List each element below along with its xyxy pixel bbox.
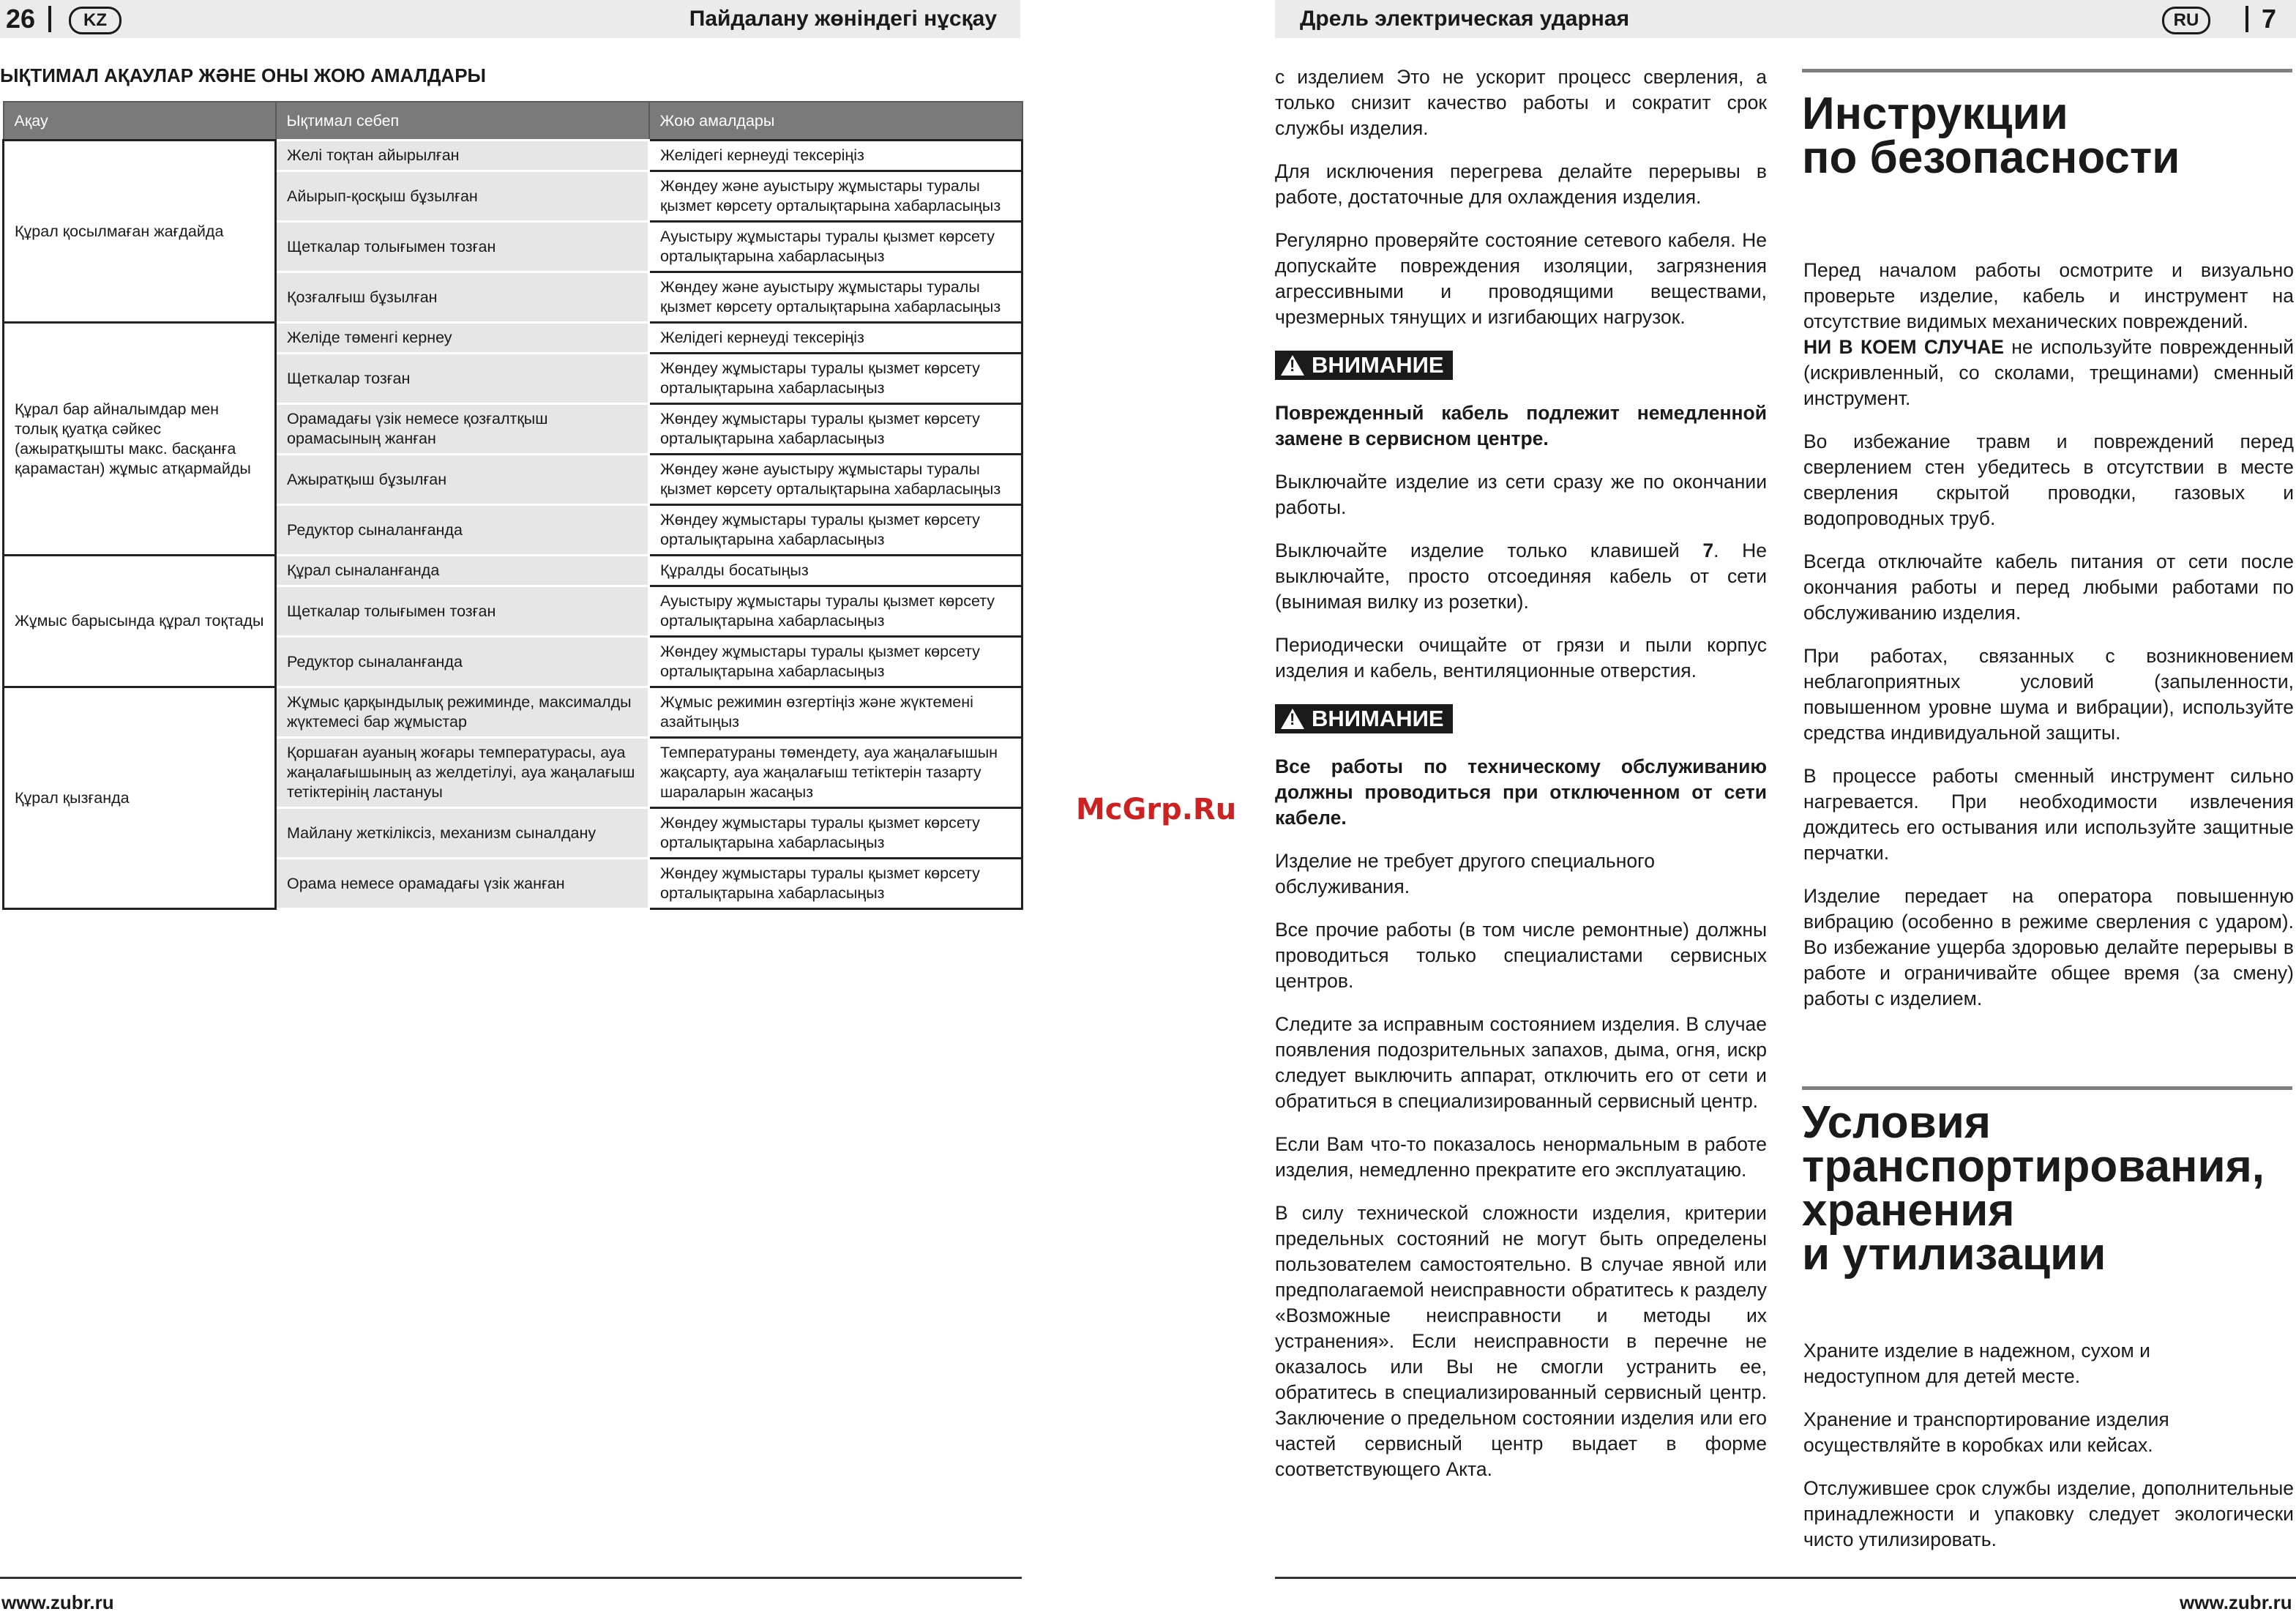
table-row (4, 323, 1022, 354)
warning-triangle-icon (1281, 355, 1304, 376)
left-lang-badge: KZ (69, 7, 121, 34)
right-lang-badge: RU (2162, 7, 2210, 34)
paragraph: Отслужившее срок службы изделие, дополнительные принадлежности и упаковку следует экологически чисто утилизировать. (1803, 1477, 2294, 1550)
cause-cell: Щеткалар толығымен тозған (276, 586, 649, 637)
cause-cell: Желіде төменгі кернеу (276, 323, 649, 354)
cause-cell: Редуктор сыналанғанда (276, 637, 649, 687)
fault-cell: Құрал қызғанда (4, 687, 276, 909)
title-line: хранения (1802, 1185, 2015, 1236)
action-cell: Жөндеу жұмыстары туралы қызмет көрсету орталықтарына хабарласыңыз (649, 354, 1022, 404)
title-line: транспортирования, (1802, 1141, 2265, 1192)
header-fault: Ақау (4, 102, 276, 141)
cause-cell: Айырып-қосқыш бұзылған (276, 171, 649, 222)
cause-cell: Орама немесе орамадағы үзік жанған (276, 859, 649, 909)
fault-cell: Құрал қосылмаған жағдайда (4, 141, 276, 323)
action-cell: Жөндеу жұмыстары туралы қызмет көрсету орталықтарына хабарласыңыз (649, 505, 1022, 556)
paragraph: В силу технической сложности изделия, критерии предельных состояний не могут быть определены пользователем самостоятельно. В случае явной или предполагаемой неисправности обратитесь к разделу «Возможные неисправности и методы их устранения». Если неисправности в перечне не оказалось или Вы не смогли устранить ее, обратитесь в специализированный сервисный центр. Заключение о предельном состоянии изделия или его частей сервисный центр выдает в форме соответствующего Акта. (1275, 1202, 1767, 1480)
action-cell: Жұмыс режимин өзгертіңіз және жүктемені азайтыңыз (649, 687, 1022, 738)
action-cell: Жөндеу жұмыстары туралы қызмет көрсету орталықтарына хабарласыңыз (649, 404, 1022, 455)
warning-label (1275, 704, 1453, 733)
right-page-number: 7 (2262, 4, 2277, 34)
text-span: . Не выключайте, просто отсоединяя кабель от сети (вынимая вилку из розетки). (1275, 539, 1768, 613)
action-cell: Жөндеу және ауыстыру жұмыстары туралы қызмет көрсету орталықтарына хабарласыңыз (649, 455, 1022, 505)
paragraph: Хранение и транспортирование изделия осуществляйте в коробках или кейсах. (1803, 1408, 2169, 1456)
title-line: Условия (1802, 1097, 1991, 1148)
paragraph: Выключайте изделие из сети сразу же по окончании работы. (1275, 471, 1767, 518)
paragraph: В процессе работы сменный инструмент сильно нагревается. При необходимости извлечения дождитесь его остывания или используйте защитные перчатки. (1803, 765, 2294, 864)
section-title-transport (1802, 1097, 2292, 1280)
action-cell: Жөндеу жұмыстары туралы қызмет көрсету орталықтарына хабарласыңыз (649, 859, 1022, 909)
paragraph: Для исключения перегрева делайте перерывы в работе, достаточные для охлаждения изделия. (1275, 160, 1767, 208)
action-cell: Желідегі кернеуді тексеріңіз (649, 141, 1022, 171)
cause-cell: Желі тоқтан айырылған (276, 141, 649, 171)
right-column-2-bottom (1803, 1338, 2294, 1570)
text-span: не используйте поврежденный (искривленный, со сколами, трещинами) сменный инструмент. (1803, 336, 2294, 409)
right-column-1 (1275, 64, 1767, 1500)
paragraph: Периодически очищайте от грязи и пыли корпус изделия и кабель, вентиляционные отверстия. (1275, 634, 1767, 681)
warning-label (1275, 351, 1453, 380)
paragraph: При работах, связанных с возникновением неблагоприятных условий (запыленности, повышенном уровне шума и вибрации), используйте средства индивидуальной защиты. (1803, 645, 2294, 744)
paragraph: Всегда отключайте кабель питания от сети после окончания работы и перед любыми работами по обслуживанию изделия. (1803, 550, 2294, 624)
left-header-title: Пайдалану жөніндегі нұсқау (689, 7, 997, 31)
title-line: и утилизации (1802, 1229, 2106, 1280)
left-header-separator (48, 6, 51, 32)
warning-text: ВНИМАНИЕ (1312, 706, 1444, 731)
fault-cell: Жұмыс барысында құрал тоқтады (4, 556, 276, 687)
troubleshooting-title: ЫҚТИМАЛ АҚАУЛАР ЖӘНЕ ОНЫ ЖОЮ АМАЛДАРЫ (0, 64, 486, 86)
left-page-number: 26 (6, 4, 36, 34)
cause-cell: Қоршаған ауаның жоғары температурасы, ауа жаңалағышының аз желдетілуі, ауа жаңалағыш тетіктерінің ластануы (276, 738, 649, 808)
cause-cell: Ажыратқыш бұзылған (276, 455, 649, 505)
cause-cell: Орамадағы үзік немесе қозғалтқыш орамасының жанған (276, 404, 649, 455)
cause-cell: Щеткалар тозған (276, 354, 649, 404)
right-footer-url: www.zubr.ru (2180, 1591, 2292, 1613)
table-row (4, 556, 1022, 586)
action-cell: Жөндеу жұмыстары туралы қызмет көрсету орталықтарына хабарласыңыз (649, 808, 1022, 859)
section-title-safety (1802, 89, 2292, 183)
paragraph: Изделие передает на оператора повышенную вибрацию (особенно в режиме сверления с ударом). Во избежание ущерба здоровью делайте перерывы в работе и ограничивайте общее время (за смену) работы с изделием. (1803, 885, 2294, 1009)
cause-cell: Майлану жеткіліксіз, механизм сыналдану (276, 808, 649, 859)
action-cell: Температураны төмендету, ауа жаңалағышын жақсарту, ауа жаңалағыш тетіктерін тазарту шараларын жасаңыз (649, 738, 1022, 808)
section-rule (1802, 69, 2292, 72)
warning-text: ВНИМАНИЕ (1312, 352, 1444, 378)
paragraph: Во избежание травм и повреждений перед сверлением стен убедитесь в отсутствии в месте сверления скрытой проводки, газовых и водопроводных труб. (1803, 430, 2294, 529)
paragraph: Если Вам что-то показалось ненормальным в работе изделия, немедленно прекратите его эксплуатацию. (1275, 1133, 1767, 1181)
cause-cell: Құрал сыналанғанда (276, 556, 649, 586)
action-cell: Ауыстыру жұмыстары туралы қызмет көрсету орталықтарына хабарласыңыз (649, 586, 1022, 637)
warning-triangle-icon (1281, 709, 1304, 729)
paragraph: Перед началом работы осмотрите и визуально проверьте изделие, кабель и инструмент на отсутствие видимых механических повреждений. (1803, 259, 2294, 332)
action-cell: Жөндеу жұмыстары туралы қызмет көрсету орталықтарына хабарласыңыз (649, 637, 1022, 687)
action-cell: Желідегі кернеуді тексеріңіз (649, 323, 1022, 354)
right-footer-rule (1275, 1577, 2296, 1579)
cause-cell: Жұмыс қарқындылық режиминде, максималды жүктемесі бар жұмыстар (276, 687, 649, 738)
paragraph: Изделие не требует другого специального обслуживания. (1275, 850, 1655, 897)
right-header-title: Дрель электрическая ударная (1300, 7, 1630, 31)
paragraph-bold: Все работы по техническому обслуживанию должны проводиться при отключенном от сети кабеле. (1275, 755, 1767, 829)
paragraph: Регулярно проверяйте состояние сетевого кабеля. Не допускайте повреждения изоляции, загрязнения агрессивными и проводящими веществами, чрезмерных тянущих и изгибающих нагрузок. (1275, 229, 1767, 328)
left-footer-rule (0, 1577, 1022, 1579)
action-cell: Жөндеу және ауыстыру жұмыстары туралы қызмет көрсету орталықтарына хабарласыңыз (649, 272, 1022, 323)
troubleshooting-table (2, 101, 1021, 910)
title-line: по безопасности (1802, 132, 2180, 183)
title-line: Инструкции (1802, 89, 2068, 139)
action-cell: Жөндеу және ауыстыру жұмыстары туралы қызмет көрсету орталықтарына хабарласыңыз (649, 171, 1022, 222)
watermark: McGrp.Ru (1076, 793, 1237, 826)
paragraph: Все прочие работы (в том числе ремонтные) должны проводиться только специалистами сервисных центров. (1275, 919, 1767, 992)
paragraph-bold: Поврежденный кабель подлежит немедленной замене в сервисном центре. (1275, 402, 1767, 449)
right-column-2-top (1803, 258, 2294, 1029)
header-cause: Ықтимал себеп (276, 102, 649, 141)
paragraph: Храните изделие в надежном, сухом и недоступном для детей месте. (1803, 1340, 2150, 1387)
header-action: Жою амалдары (649, 102, 1022, 141)
cause-cell: Қозғалғыш бұзылған (276, 272, 649, 323)
table-header-row (4, 102, 1022, 141)
bold-span: НИ В КОЕМ СЛУЧАЕ (1803, 336, 2004, 358)
paragraph: Следите за исправным состоянием изделия. В случае появления подозрительных запахов, дыма, огня, искр следует выключить аппарат, отключить его от сети и обратиться в специализированный сервисный центр. (1275, 1013, 1767, 1112)
left-footer-url: www.zubr.ru (1, 1591, 114, 1613)
paragraph (1803, 335, 2294, 411)
action-cell: Құралды босатыңыз (649, 556, 1022, 586)
section-rule (1802, 1086, 2292, 1090)
table-row (4, 687, 1022, 738)
key-number: 7 (1702, 539, 1714, 561)
paragraph: с изделием Это не ускорит процесс сверления, а только снизит качество работы и сократит срок службы изделия. (1275, 66, 1767, 139)
cause-cell: Редуктор сыналанғанда (276, 505, 649, 556)
table-row (4, 141, 1022, 171)
action-cell: Ауыстыру жұмыстары туралы қызмет көрсету орталықтарына хабарласыңыз (649, 222, 1022, 272)
cause-cell: Щеткалар толығымен тозған (276, 222, 649, 272)
right-header-separator (2245, 6, 2248, 32)
text-span: Выключайте изделие только клавишей (1275, 539, 1703, 561)
paragraph (1275, 538, 1767, 615)
fault-cell: Құрал бар айналымдар мен толық қуатқа сәйкес (ажыратқышты макс. басқанға қарамастан) жұмыс атқармайды (4, 323, 276, 556)
